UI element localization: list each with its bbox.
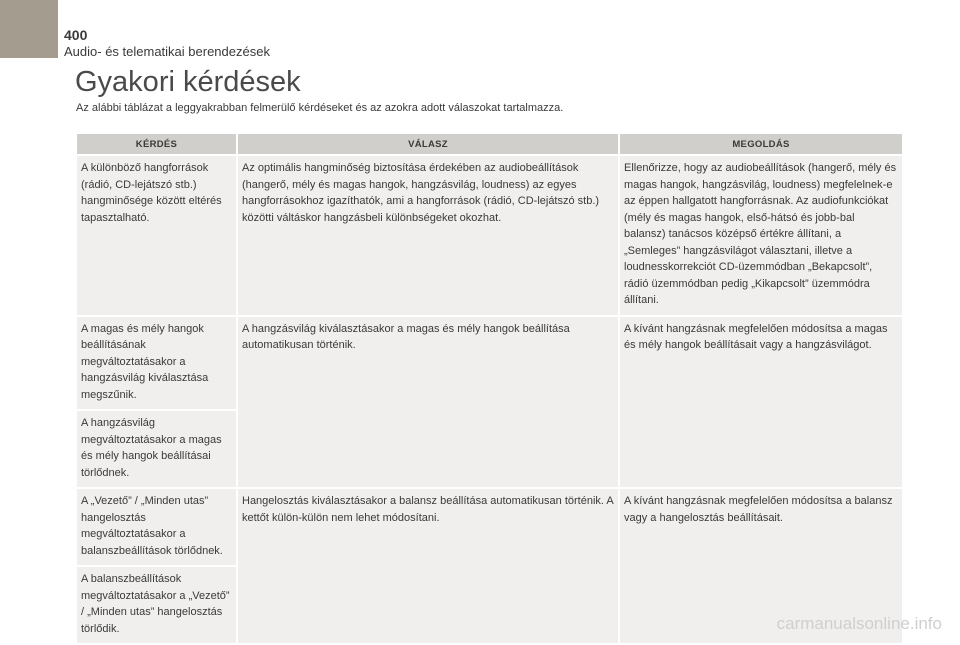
header-solution: MEGOLDÁS xyxy=(620,134,902,154)
header-answer: VÁLASZ xyxy=(238,134,618,154)
page-title: Gyakori kérdések xyxy=(75,66,301,98)
table-row xyxy=(77,317,902,410)
page-number: 400 xyxy=(64,27,88,43)
section-title: Audio- és telematikai berendezések xyxy=(64,44,270,59)
question-cell: A hangzásvilág megváltoztatásakor a magas és mély hangok beállításai törlődnek. xyxy=(77,411,236,487)
answer-cell: Az optimális hangminőség biztosítása érdekében az audiobeállítások (hangerő, mély és magas hangok, hangzásvilág, loudness) az egyes hangforrásokhoz igazíthatók, ami a hangforrások (rádió, CD-lejátszó stb.) közötti váltáskor hangzásbeli különbségeket okozhat. xyxy=(238,156,618,315)
question-cell: A különböző hangforrások (rádió, CD-lejátszó stb.) hangminősége között eltérés tapasztalható. xyxy=(77,156,236,315)
solution-cell: A kívánt hangzásnak megfelelően módosítsa a balansz vagy a hangelosztás beállításait. xyxy=(620,489,902,643)
header-question: KÉRDÉS xyxy=(77,134,236,154)
answer-cell: A hangzásvilág kiválasztásakor a magas és mély hangok beállítása automatikusan történik. xyxy=(238,317,618,488)
solution-cell: Ellenőrizze, hogy az audiobeállítások (hangerő, mély és magas hangok, hangzásvilág, loudness) megfelelnek-e az éppen hallgatott hangforrásnak. Az audiofunkciókat (mély és magas hangok, első-hátsó és jobb-bal balansz) tanácsos középső értékre állítani, a „Semleges” hangzásvilágot választani, illetve a loudnesskorrekciót CD-üzemmódban „Bekapcsolt”, rádió üzemmódban pedig „Kikapcsolt” üzemmódra állítani. xyxy=(620,156,902,315)
solution-cell: A kívánt hangzásnak megfelelően módosítsa a magas és mély hangok beállításait vagy a hangzásvilágot. xyxy=(620,317,902,488)
table-row xyxy=(77,489,902,565)
table-header-row xyxy=(77,134,902,154)
intro-text: Az alábbi táblázat a leggyakrabban felmerülő kérdéseket és az azokra adott válaszokat tartalmazza. xyxy=(76,102,564,114)
watermark: carmanualsonline.info xyxy=(776,614,942,633)
faq-table xyxy=(75,132,904,645)
question-cell: A „Vezető” / „Minden utas” hangelosztás megváltoztatásakor a balanszbeállítások törlődnek. xyxy=(77,489,236,565)
corner-color-block xyxy=(0,0,58,58)
question-cell: A magas és mély hangok beállításának megváltoztatásakor a hangzásvilág kiválasztása megszűnik. xyxy=(77,317,236,410)
answer-cell: Hangelosztás kiválasztásakor a balansz beállítása automatikusan történik. A kettőt külön-külön nem lehet módosítani. xyxy=(238,489,618,643)
table-row xyxy=(77,156,902,315)
question-cell: A balanszbeállítások megváltoztatásakor a „Vezető” / „Minden utas” hangelosztás törlődik. xyxy=(77,567,236,643)
